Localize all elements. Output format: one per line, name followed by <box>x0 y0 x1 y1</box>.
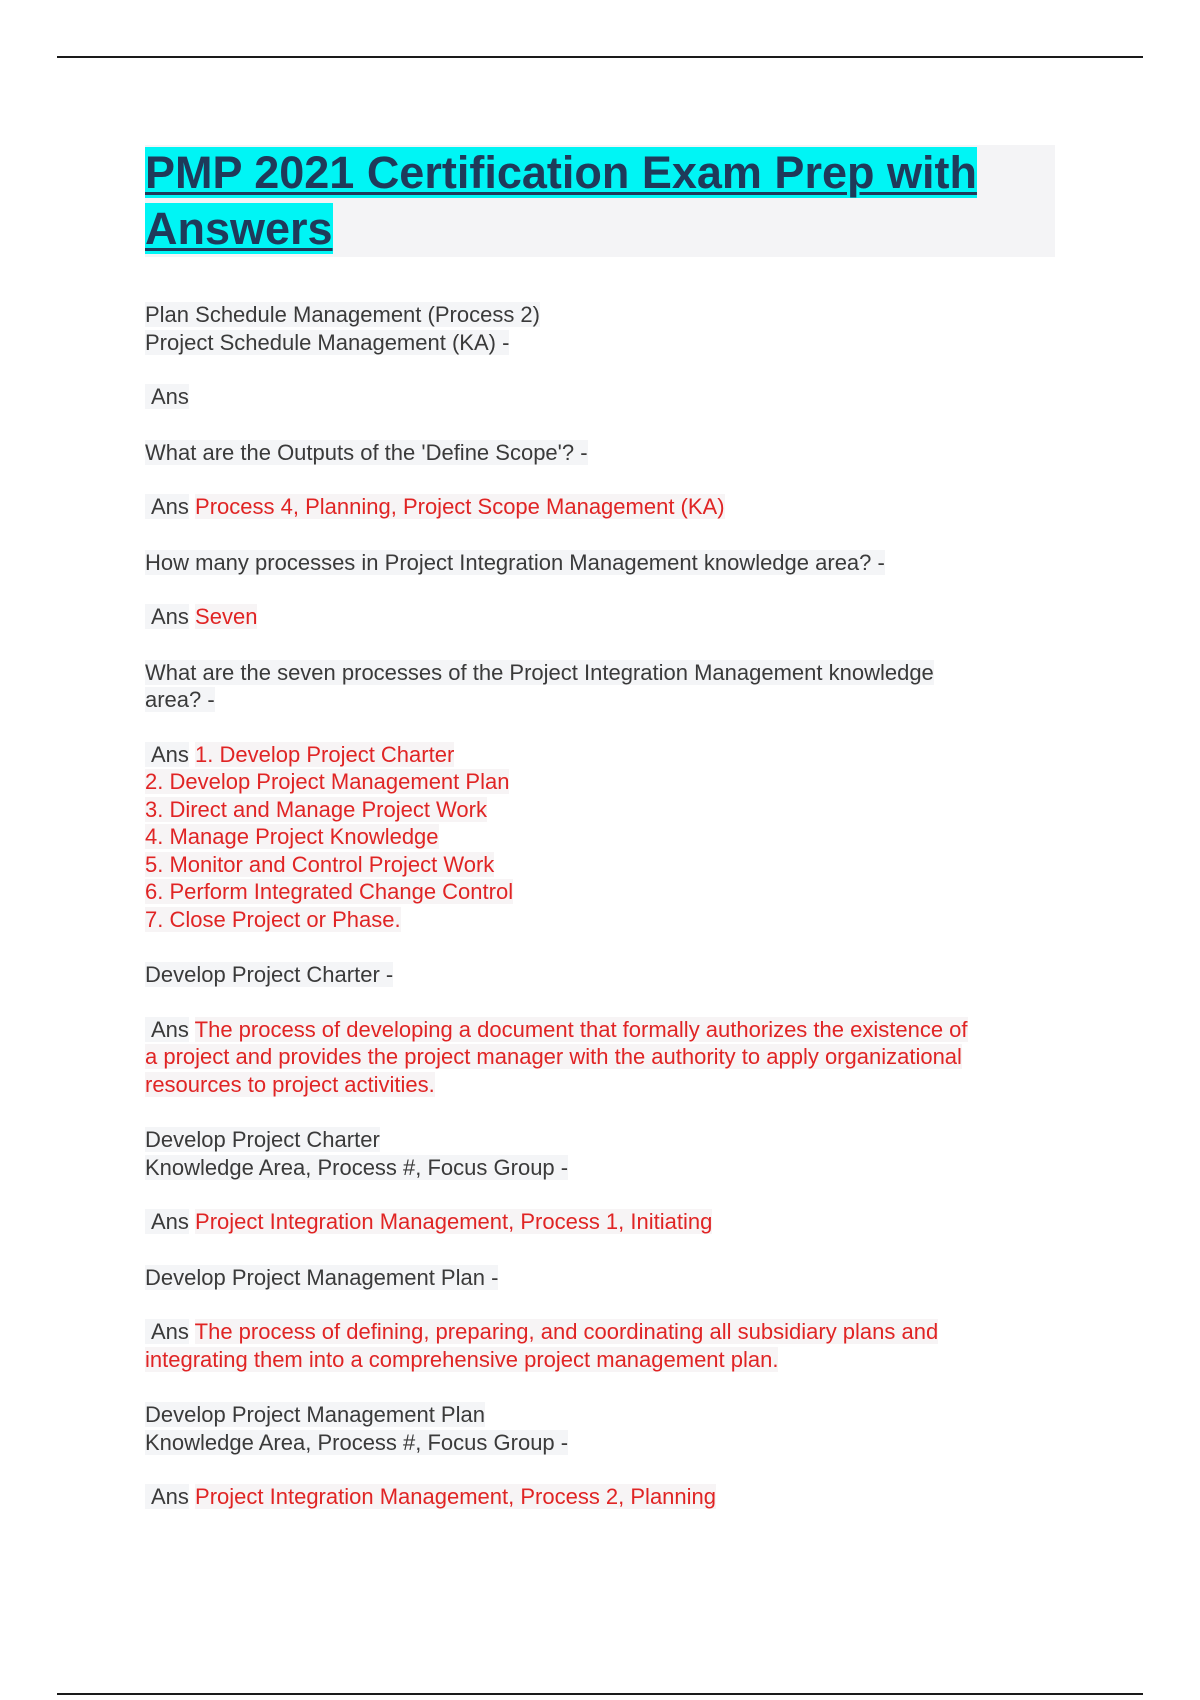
answer-8: Ans Project Integration Management, Process 2, Planning <box>145 1483 1055 1511</box>
question-4: What are the seven processes of the Project Integration Management knowledge area? - <box>145 659 934 712</box>
top-rule <box>57 56 1143 58</box>
answer-label: Ans <box>145 384 189 409</box>
answer-label: Ans <box>145 742 189 767</box>
document-title: PMP 2021 Certification Exam Prep with Answers <box>145 145 1055 257</box>
question-7: Develop Project Management Plan - <box>145 1264 499 1290</box>
question-8: Develop Project Management Plan Knowledge Area, Process #, Focus Group - <box>145 1402 569 1455</box>
answer-7: Ans The process of defining, preparing, and coordinating all subsidiary plans and integrating them into a comprehensive project management plan. <box>145 1319 939 1372</box>
question-6: Develop Project Charter Knowledge Area, Process #, Focus Group - <box>145 1127 569 1180</box>
answer-3: Ans Seven <box>145 603 1055 631</box>
answer-label: Ans <box>145 1209 189 1234</box>
answer-5: Ans The process of developing a document that formally authorizes the existence of a project and provides the project manager with the authority to apply organizational resources to project activities. <box>145 1016 968 1097</box>
answer-1 <box>145 383 1055 411</box>
answer-6: Ans Project Integration Management, Process 1, Initiating <box>145 1208 1055 1236</box>
answer-label: Ans <box>145 604 189 629</box>
question-2: What are the Outputs of the 'Define Scope'? - <box>145 439 588 465</box>
answer-label: Ans <box>145 1319 189 1344</box>
answer-label: Ans <box>145 494 189 519</box>
bottom-rule <box>57 1693 1143 1695</box>
answer-4: Ans 1. Develop Project Charter 2. Develop Project Management Plan 3. Direct and Manage Project Work 4. Manage Project Knowledge 5. Monitor and Control Project Work 6. Perform Integrated Change Control 7. Close Project or Phase. <box>145 741 514 932</box>
answer-label: Ans <box>145 1017 189 1042</box>
question-3: How many processes in Project Integration Management knowledge area? - <box>145 549 885 575</box>
page-content <box>145 145 1055 1539</box>
answer-label: Ans <box>145 1484 189 1509</box>
question-1: Plan Schedule Management (Process 2) Project Schedule Management (KA) - <box>145 302 540 355</box>
answer-2: Ans Process 4, Planning, Project Scope Management (KA) <box>145 493 1055 521</box>
question-5: Develop Project Charter - <box>145 962 394 987</box>
